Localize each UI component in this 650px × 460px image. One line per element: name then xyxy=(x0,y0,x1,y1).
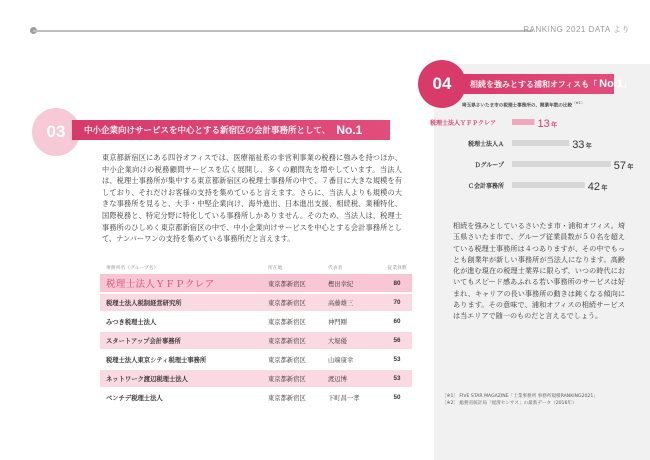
footnote-2: ［※2］ 総務省統計局「経済センサス」の最新データ（2016年） xyxy=(442,401,577,406)
table-body xyxy=(100,274,412,406)
office-location: 東京都新宿区 xyxy=(268,376,306,383)
section-03-body: 東京都新宿区にある四谷オフィスでは、医療福祉系の非営利事業の税務に強みを持つほか、中小企業向けの税務顧問サービスを広く展開し、多くの顧問先を増やしています。当法人は、税理士事務所が集中する東京都新宿区の税理士事務所の中で、７番目に大きな規模を有しており、それだけお客様の支持を集めていると言えます。さらに、当法人よりも規模の大きな事務所を見ると、大手・中堅企業向け、海外進出、日本進出支援、相続税、業種特化、国際税務と、特定分野に特化している事務所しかありません。そのため、当法人は、税理士事務所のひしめく東京都新宿区の中で、中小企業向けサービスを中心とする会計事務所として、ナンバーワンの支持を集めている事務所だと言えます。 xyxy=(102,153,402,244)
chart-bar xyxy=(512,161,611,167)
office-name: みつき税理士法人 xyxy=(106,319,157,326)
section-03-title-banner xyxy=(72,120,390,140)
chart-unit-label: 年 xyxy=(601,185,608,192)
section-03-number: 03 xyxy=(46,122,66,141)
table-row xyxy=(100,294,412,311)
office-staff: 56 xyxy=(393,337,401,344)
chart-unit-label: 年 xyxy=(551,122,558,129)
footnote-1: ［※1］ FIVE STAR MAGAZINE「士業事務所 事務所規模RANKING2021」 xyxy=(442,394,598,399)
chart-value-label: 13 xyxy=(537,118,550,130)
office-location: 東京都新宿区 xyxy=(268,300,306,307)
office-representative: 渡辺博 xyxy=(328,376,347,383)
office-name: スタートアップ会計事務所 xyxy=(106,338,181,345)
office-representative: 下町昌一孝 xyxy=(328,395,360,402)
section-04-title-banner xyxy=(458,74,631,94)
section-04-number: 04 xyxy=(432,74,452,93)
office-representative: 高藤雄三 xyxy=(328,300,354,307)
section-04-title-end: 」 xyxy=(622,79,631,89)
table-row xyxy=(100,351,412,368)
header-representative: 代表者 xyxy=(328,266,343,271)
section-03-rank: No.1 xyxy=(336,123,363,137)
section-04-rank: No.1 xyxy=(599,78,623,90)
chart-title xyxy=(462,101,585,109)
table-row xyxy=(100,389,412,406)
office-staff: 80 xyxy=(393,279,401,287)
office-staff: 50 xyxy=(393,394,401,401)
table-row xyxy=(100,370,412,387)
table-row xyxy=(100,274,412,292)
chart-unit-label: 年 xyxy=(627,164,634,171)
chart-bar xyxy=(512,140,569,146)
office-location: 東京都新宿区 xyxy=(268,280,306,288)
section-04-body: 相続を強みとしているさいたま市・浦和オフィス。埼玉県さいたま市で、グループ従業員数が５０名を超えている税理士事務所は４つありますが、その中でもっとも創業年が新しい事務所が当法人になります。高齢化が進む現在の税理士業界に限らず、いつの時代においてもスピード感あふれる若い事務所のサービスは好まれ、キャリアの長い事務所の動きは鈍くなる傾向にあります。その意味で、浦和オフィスの相続サービスは当エリアで随一のものだと言えるでしょう。 xyxy=(453,221,625,321)
office-representative: 山端康幸 xyxy=(328,357,354,364)
chart-value-label: 42 xyxy=(587,181,601,193)
office-location: 東京都新宿区 xyxy=(268,395,306,402)
chart-category-label: Ｄグループ xyxy=(474,162,504,169)
table-row xyxy=(100,332,412,349)
office-staff: 53 xyxy=(393,356,401,363)
office-location: 東京都新宿区 xyxy=(268,338,306,345)
office-staff: 70 xyxy=(393,299,401,306)
office-name: 税理士法人ＹＦＰクレア xyxy=(106,279,215,290)
chart-category-label: Ｃ会計事務所 xyxy=(467,183,504,190)
chart-unit-label: 年 xyxy=(585,143,592,150)
chart-value-label: 33 xyxy=(572,139,585,151)
office-representative: 樫田幸紀 xyxy=(328,280,354,288)
office-staff: 60 xyxy=(393,318,401,325)
chart-value-label: 57 xyxy=(613,160,627,172)
footnotes xyxy=(442,393,642,407)
section-04-title: 相続を強みとする浦和オフィスも「 xyxy=(470,79,598,89)
office-representative: 神門剛 xyxy=(328,319,347,326)
ranking-label: RANKING 2021 DATA より xyxy=(523,25,630,34)
section-04-number-badge xyxy=(418,60,466,108)
office-name: 税理士法人税制経営研究所 xyxy=(106,300,182,307)
chart-title-note: （※1） xyxy=(572,101,585,105)
header-location: 所在地 xyxy=(268,266,283,271)
chart-category-label: 税理士法人Ａ xyxy=(467,141,504,148)
header-rule xyxy=(33,30,533,32)
office-ranking-table xyxy=(100,262,412,406)
office-location: 東京都新宿区 xyxy=(268,357,306,364)
header-name: 事務所名（グループ名） xyxy=(106,266,159,271)
office-location: 東京都新宿区 xyxy=(268,319,306,326)
chart-bar xyxy=(512,182,585,188)
chart-title-text: 埼玉県さいたま市の税理士事務所の、開業年数の比較 xyxy=(462,103,573,109)
office-name: ネットワーク渡辺税理士法人 xyxy=(106,376,188,383)
office-name: 税理士法人東京シティ税理士事務所 xyxy=(106,357,207,364)
chart-bar xyxy=(512,119,535,125)
section-03-title: 中小企業向けサービスを中心とする新宿区の会計事務所として、 xyxy=(84,126,331,136)
office-name: ベンチデ税理士法人 xyxy=(106,395,163,402)
table-row xyxy=(100,313,412,330)
header-staff: 従業員数 xyxy=(387,266,407,271)
chart-category-label: 税理士法人ＹＦＰクレア xyxy=(430,120,497,127)
table-header-row xyxy=(100,262,412,272)
office-representative: 大堀優 xyxy=(328,338,347,345)
office-staff: 53 xyxy=(393,375,401,382)
founding-years-bar-chart xyxy=(430,112,640,212)
